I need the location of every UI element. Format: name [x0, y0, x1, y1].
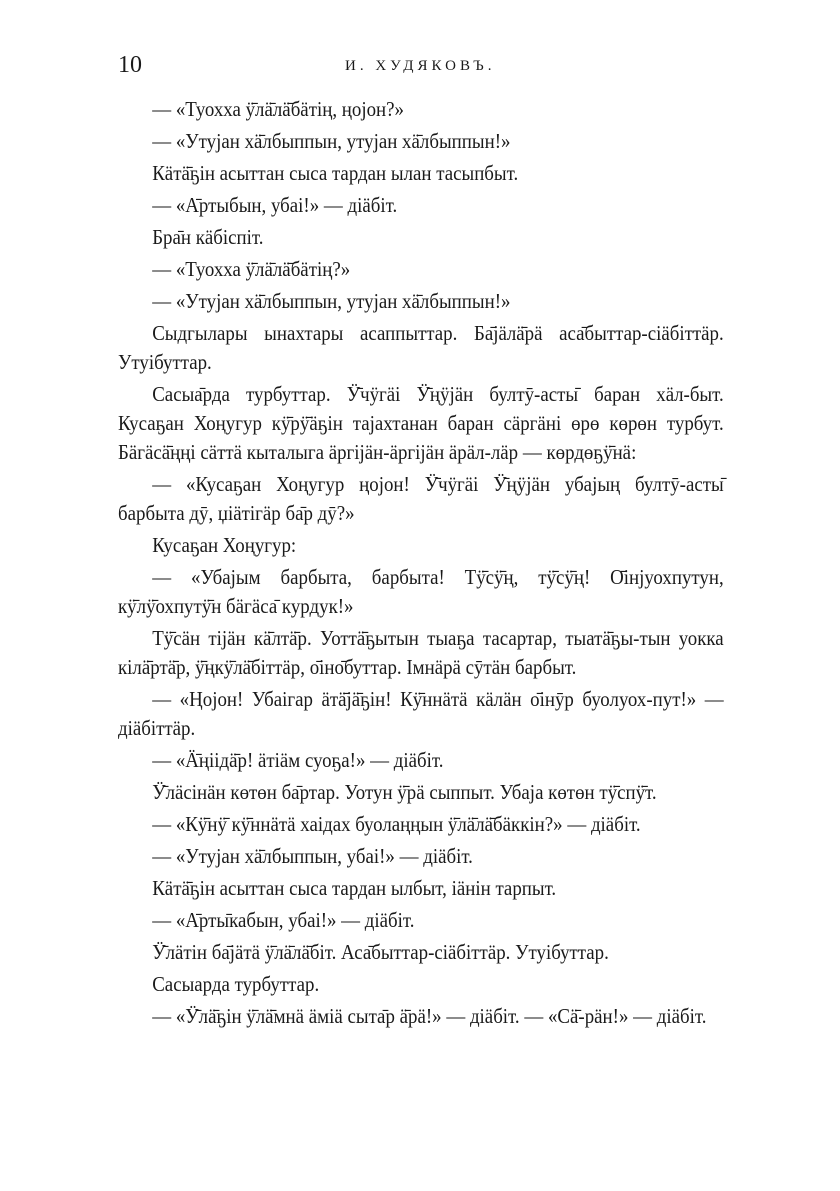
page-number: 10 [118, 52, 142, 78]
paragraph: — «Ӱ̄лӓ̄ҕiн ӱ̄лӓ̄мнӓ ӓмiӓ сыта̄р ӓ̄рӓ!» — дiӓбiт. — «Сӓ̄-рӓн!» — дiӓбiт. [152, 1004, 707, 1028]
paragraph: Кӓтӓ̄ҕiн асыттан сыса тардан ылан тасыпбыт. [152, 161, 519, 185]
running-head: И. ХУДЯКОВЪ. [345, 58, 496, 74]
paragraph: — «Ӓ̄ңiiдӓ̄р! ӓтiӓм суоҕа!» — дiӓбiт. [152, 748, 444, 772]
paragraph: Ӱ̄лӓтiн ба̄јӓтӓ ӱ̄лӓ̄лӓ̄бiт. Аса̄быттар-сiӓбiттӓр. Утуiбуттар. [152, 940, 609, 964]
paragraph: Сыдгылары ынахтары асаппыттар. Ба̄јӓлӓ̄рӓ аса̄быттар-сiӓбiттӓр. Утуiбуттар. [118, 321, 724, 374]
paragraph: — «А̄ртыбын, убаi!» — дiӓбiт. [152, 193, 398, 217]
paragraph: — «Кӱ̄нӱ̄ кӱ̄ннӓтӓ хаiдах буолаңңын ӱ̄лӓ̄лӓ̄бӓккiн?» — дiӓбiт. [152, 812, 641, 836]
paragraph: Кусаҕан Хоңугур: [152, 533, 297, 557]
paragraph: — «Убајым барбыта, барбыта! Тӱ̄сӱ̄ң, тӱ̄сӱ̄ң! О̄iнjуохпутун, кӱ̄лӱ̄охпутӱ̄н бӓгӓса̄ курдук!» [118, 565, 724, 618]
paragraph: — «Туохха ӱ̄лӓ̄лӓ̄бӓтiң?» [152, 257, 351, 281]
page-header [118, 50, 724, 84]
paragraph: Тӱ̄сӓн тiјӓн кӓ̄лтӓ̄р. Уоттӓ̄ҕытын тыаҕа тасартар, тыатӓ̄ҕы-тын уокка кiлӓ̄ртӓ̄р, ӱ̄ңкӱ̄лӓ̄бiттӓр, о̄iно̄буттар. Iмнӓрӓ сӯтӓн барбыт. [118, 626, 724, 679]
paragraph: — «Ңојон! Убаiгар ӓтӓ̄јӓ̄ҕiн! Кӱ̄ннӓтӓ кӓлӓн о̄iнӯр буолуох-пут!» — дiӓбiттӓр. [118, 687, 724, 740]
paragraph: — «Утујан хӓ̄лбыппын, убаi!» — дiӓбiт. [152, 844, 473, 868]
paragraph: Ӱ̄лӓсiнӓн көтөн ба̄ртар. Уотун ӱ̄рӓ сыппыт. Убаја көтөн тӱ̄спӱ̄т. [152, 780, 657, 804]
paragraph: — «Туохха ӱ̄лӓ̄лӓ̄бӓтiң, ңојон?» [152, 97, 405, 121]
paragraph: — «Утујан хӓ̄лбыппын, утујан хӓ̄лбыппын!» [152, 289, 511, 313]
paragraph: Сасыа̄рда турбуттар. Ӱ̄чӱгӓi Ӱ̄ңӱјӓн бултӯ-асты̄ баран хӓл-быт. Кусаҕан Хоңугур кӱ̄рӱ̄ӓҕiн таjахтанан баран сӓргӓнi өрө көрөн турбут. Бӓгӓсӓ̄ңңi сӓттӓ кыталыга ӓргiјӓн-ӓргiјӓн ӓрӓл-лӓр — көрдөҕӱ̄нӓ: [118, 382, 724, 464]
paragraph: — «Кусаҕан Хоңугур ңојон! Ӱ̄чӱгӓi Ӱ̄ңӱјӓн убајың бултӯ-асты̄ барбыта дӯ, џiӓтiгӓр ба̄р дӯ?» [118, 472, 724, 525]
paragraph: — «Утујан хӓ̄лбыппын, утујан хӓ̄лбыппын!» [152, 129, 511, 153]
paragraph: — «А̄рты̄кабын, убаi!» — дiӓбiт. [152, 908, 415, 932]
paragraph: Бра̄н кӓбiспiт. [152, 225, 264, 249]
paragraph: Сасыарда турбуттар. [152, 972, 320, 996]
paragraph: Кӓтӓ̄ҕiн асыттан сыса тардан ылбыт, iӓнiн тарпыт. [152, 876, 557, 900]
body-text [118, 95, 724, 1034]
